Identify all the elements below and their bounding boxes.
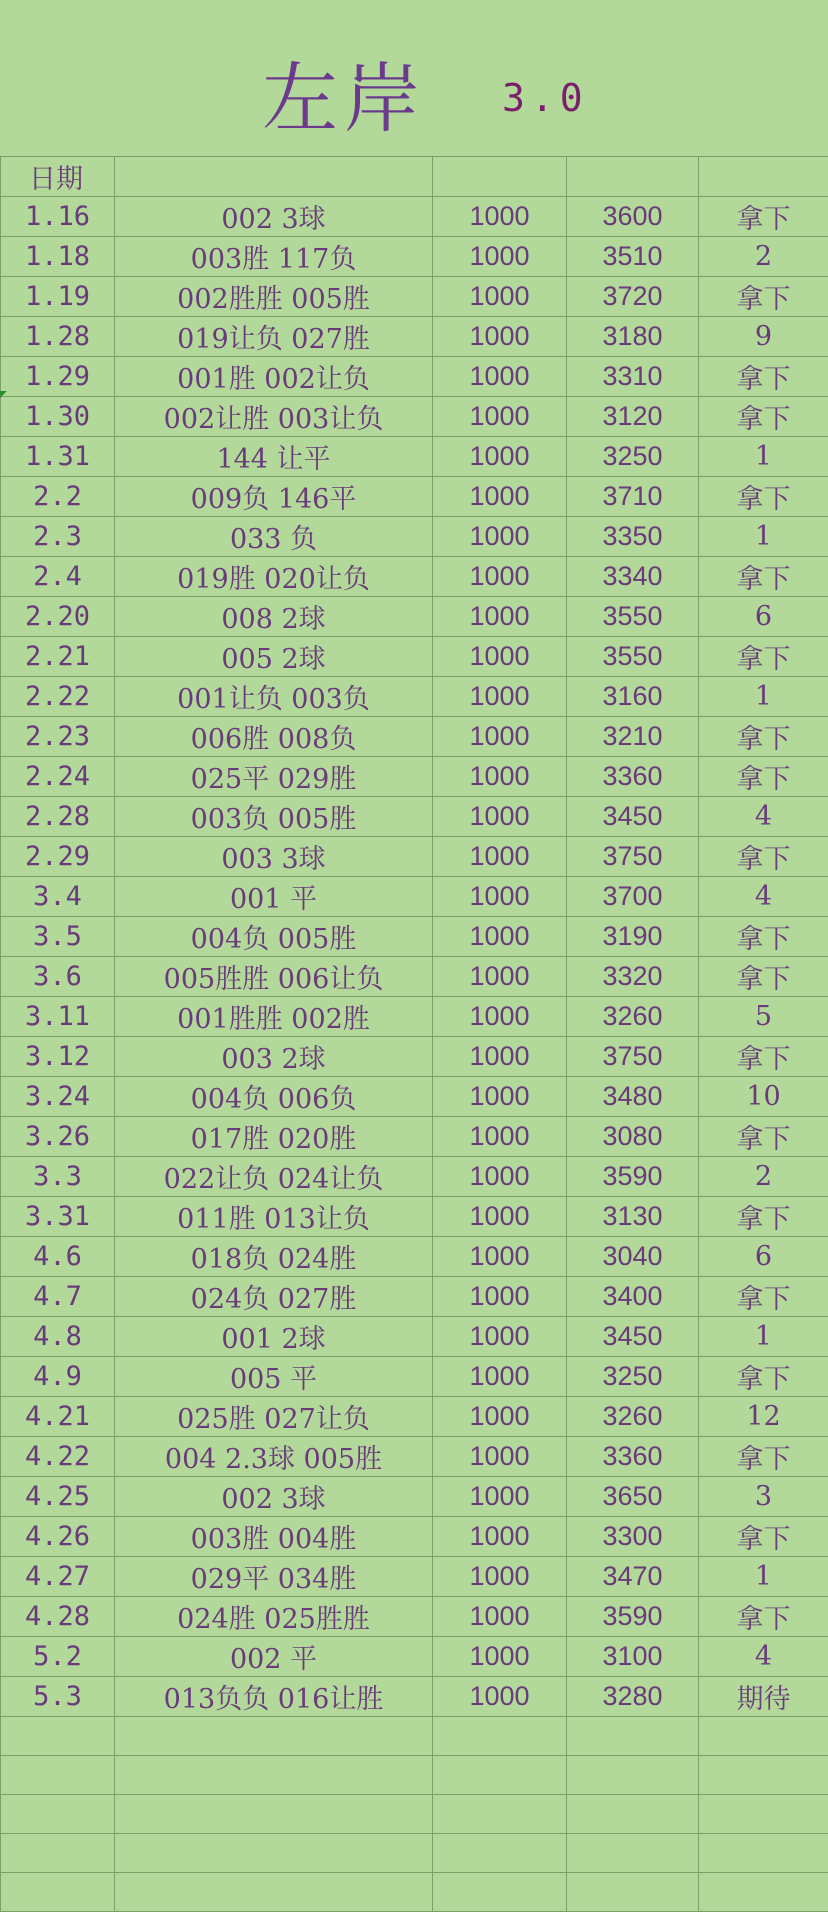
return-cell[interactable]: 3710 <box>567 477 699 517</box>
return-cell[interactable]: 3360 <box>567 757 699 797</box>
return-cell[interactable]: 3300 <box>567 1517 699 1557</box>
stake-cell[interactable]: 1000 <box>433 1557 567 1597</box>
result-cell[interactable]: 1 <box>699 437 828 477</box>
table-row <box>1 717 828 757</box>
return-cell[interactable]: 3550 <box>567 597 699 637</box>
date-cell[interactable]: 3.4 <box>1 877 115 917</box>
table-row <box>1 557 828 597</box>
table-row <box>1 517 828 557</box>
table-row <box>1 957 828 997</box>
pick-cell[interactable]: 003胜 004胜 <box>115 1517 433 1557</box>
date-cell[interactable]: 2.22 <box>1 677 115 717</box>
empty-cell[interactable] <box>433 1756 567 1795</box>
empty-cell[interactable] <box>699 1873 828 1912</box>
header-row <box>1 157 828 197</box>
table-row <box>1 1677 828 1717</box>
result-cell[interactable]: 4 <box>699 1637 828 1677</box>
date-cell[interactable]: 2.20 <box>1 597 115 637</box>
result-cell[interactable]: 拿下 <box>699 477 828 517</box>
return-cell[interactable]: 3350 <box>567 517 699 557</box>
return-cell[interactable]: 3310 <box>567 357 699 397</box>
table-row <box>1 757 828 797</box>
stake-cell[interactable]: 1000 <box>433 1437 567 1477</box>
return-cell[interactable]: 3250 <box>567 437 699 477</box>
stake-cell[interactable]: 1000 <box>433 597 567 637</box>
stake-cell[interactable]: 1000 <box>433 1317 567 1357</box>
pick-cell[interactable]: 033 负 <box>115 517 433 557</box>
table-row <box>1 317 828 357</box>
result-cell[interactable]: 1 <box>699 1557 828 1597</box>
result-cell[interactable]: 1 <box>699 677 828 717</box>
return-cell[interactable]: 3210 <box>567 717 699 757</box>
stake-cell[interactable]: 1000 <box>433 1277 567 1317</box>
date-cell[interactable]: 3.24 <box>1 1077 115 1117</box>
empty-cell[interactable] <box>567 1717 699 1756</box>
empty-row <box>1 1834 828 1873</box>
return-cell[interactable]: 3250 <box>567 1357 699 1397</box>
return-cell[interactable]: 3450 <box>567 1317 699 1357</box>
pick-cell[interactable]: 029平 034胜 <box>115 1557 433 1597</box>
version-label: 3.0 <box>502 76 589 120</box>
result-cell[interactable]: 拿下 <box>699 757 828 797</box>
table-row <box>1 237 828 277</box>
table-row <box>1 917 828 957</box>
stake-cell[interactable]: 1000 <box>433 317 567 357</box>
cell-comment-marker <box>0 391 7 398</box>
stake-cell[interactable]: 1000 <box>433 1077 567 1117</box>
return-cell[interactable]: 3750 <box>567 837 699 877</box>
empty-cell[interactable] <box>567 1873 699 1912</box>
stake-cell[interactable]: 1000 <box>433 1117 567 1157</box>
return-cell[interactable]: 3130 <box>567 1197 699 1237</box>
pick-cell[interactable]: 022让负 024让负 <box>115 1157 433 1197</box>
result-cell[interactable]: 10 <box>699 1077 828 1117</box>
date-cell[interactable]: 2.28 <box>1 797 115 837</box>
date-cell[interactable]: 1.30 <box>1 397 115 437</box>
stake-cell[interactable]: 1000 <box>433 1477 567 1517</box>
table-row <box>1 477 828 517</box>
stake-cell[interactable]: 1000 <box>433 797 567 837</box>
return-cell[interactable]: 3590 <box>567 1597 699 1637</box>
pick-cell[interactable]: 001胜胜 002胜 <box>115 997 433 1037</box>
date-cell[interactable]: 2.4 <box>1 557 115 597</box>
table-row <box>1 1357 828 1397</box>
table-row <box>1 1197 828 1237</box>
pick-cell[interactable]: 002 平 <box>115 1637 433 1677</box>
record-table <box>0 156 828 1912</box>
result-cell[interactable]: 拿下 <box>699 1197 828 1237</box>
result-cell[interactable]: 拿下 <box>699 957 828 997</box>
return-cell[interactable]: 3340 <box>567 557 699 597</box>
result-cell[interactable]: 2 <box>699 237 828 277</box>
result-cell[interactable]: 拿下 <box>699 1277 828 1317</box>
table-row <box>1 1037 828 1077</box>
date-cell[interactable]: 1.18 <box>1 237 115 277</box>
result-cell[interactable]: 拿下 <box>699 557 828 597</box>
result-cell[interactable]: 拿下 <box>699 197 828 237</box>
stake-cell[interactable]: 1000 <box>433 557 567 597</box>
table-row <box>1 1437 828 1477</box>
stake-cell[interactable]: 1000 <box>433 757 567 797</box>
result-cell[interactable]: 拿下 <box>699 1037 828 1077</box>
pick-cell[interactable]: 017胜 020胜 <box>115 1117 433 1157</box>
date-cell[interactable]: 4.28 <box>1 1597 115 1637</box>
pick-cell[interactable]: 001胜 002让负 <box>115 357 433 397</box>
empty-cell[interactable] <box>699 1756 828 1795</box>
result-cell[interactable]: 拿下 <box>699 1357 828 1397</box>
pick-cell[interactable]: 001 2球 <box>115 1317 433 1357</box>
empty-cell[interactable] <box>115 1795 433 1834</box>
date-cell[interactable]: 4.7 <box>1 1277 115 1317</box>
empty-cell[interactable] <box>433 1834 567 1873</box>
return-cell[interactable]: 3190 <box>567 917 699 957</box>
date-cell[interactable]: 5.2 <box>1 1637 115 1677</box>
stake-cell[interactable]: 1000 <box>433 957 567 997</box>
table-row <box>1 1277 828 1317</box>
pick-cell[interactable]: 002 3球 <box>115 1477 433 1517</box>
pick-cell[interactable]: 003 3球 <box>115 837 433 877</box>
return-cell[interactable]: 3400 <box>567 1277 699 1317</box>
date-cell[interactable]: 3.5 <box>1 917 115 957</box>
result-cell[interactable]: 拿下 <box>699 1517 828 1557</box>
return-cell[interactable]: 3650 <box>567 1477 699 1517</box>
result-cell[interactable]: 拿下 <box>699 277 828 317</box>
date-cell[interactable]: 5.3 <box>1 1677 115 1717</box>
pick-cell[interactable]: 024负 027胜 <box>115 1277 433 1317</box>
date-cell[interactable]: 4.6 <box>1 1237 115 1277</box>
result-cell[interactable]: 拿下 <box>699 397 828 437</box>
pick-cell[interactable]: 001 平 <box>115 877 433 917</box>
table-row <box>1 1237 828 1277</box>
date-cell[interactable]: 3.26 <box>1 1117 115 1157</box>
return-cell[interactable]: 3360 <box>567 1437 699 1477</box>
date-cell[interactable]: 1.28 <box>1 317 115 357</box>
date-cell[interactable]: 4.8 <box>1 1317 115 1357</box>
pick-cell[interactable]: 005 平 <box>115 1357 433 1397</box>
date-cell[interactable]: 3.3 <box>1 1157 115 1197</box>
result-cell[interactable]: 4 <box>699 797 828 837</box>
return-cell[interactable]: 3320 <box>567 957 699 997</box>
date-cell[interactable]: 4.22 <box>1 1437 115 1477</box>
header-cell[interactable] <box>567 157 699 197</box>
date-cell[interactable]: 2.23 <box>1 717 115 757</box>
empty-cell[interactable] <box>433 1717 567 1756</box>
date-cell[interactable]: 3.6 <box>1 957 115 997</box>
empty-cell[interactable] <box>115 1873 433 1912</box>
table-row <box>1 1517 828 1557</box>
date-cell[interactable]: 4.9 <box>1 1357 115 1397</box>
return-cell[interactable]: 3040 <box>567 1237 699 1277</box>
table-row <box>1 1397 828 1437</box>
date-cell[interactable]: 2.2 <box>1 477 115 517</box>
page-title: 左岸 <box>262 38 426 147</box>
stake-cell[interactable]: 1000 <box>433 1197 567 1237</box>
stake-cell[interactable]: 1000 <box>433 1597 567 1637</box>
pick-cell[interactable]: 006胜 008负 <box>115 717 433 757</box>
stake-cell[interactable]: 1000 <box>433 1037 567 1077</box>
header-cell[interactable] <box>433 157 567 197</box>
date-cell[interactable]: 2.21 <box>1 637 115 677</box>
return-cell[interactable]: 3590 <box>567 1157 699 1197</box>
pick-cell[interactable]: 025胜 027让负 <box>115 1397 433 1437</box>
return-cell[interactable]: 3720 <box>567 277 699 317</box>
stake-cell[interactable]: 1000 <box>433 1637 567 1677</box>
pick-cell[interactable]: 019胜 020让负 <box>115 557 433 597</box>
empty-cell[interactable] <box>433 1795 567 1834</box>
stake-cell[interactable]: 1000 <box>433 877 567 917</box>
table-row <box>1 677 828 717</box>
header-cell[interactable] <box>699 157 828 197</box>
empty-cell[interactable] <box>699 1795 828 1834</box>
pick-cell[interactable]: 004负 005胜 <box>115 917 433 957</box>
date-cell[interactable]: 1.19 <box>1 277 115 317</box>
result-cell[interactable]: 1 <box>699 517 828 557</box>
empty-row <box>1 1756 828 1795</box>
date-cell[interactable]: 2.24 <box>1 757 115 797</box>
table-row <box>1 597 828 637</box>
table-row <box>1 277 828 317</box>
result-cell[interactable]: 6 <box>699 597 828 637</box>
return-cell[interactable]: 3120 <box>567 397 699 437</box>
stake-cell[interactable]: 1000 <box>433 517 567 557</box>
title-banner <box>0 0 828 157</box>
date-cell[interactable]: 2.29 <box>1 837 115 877</box>
date-cell[interactable]: 1.31 <box>1 437 115 477</box>
date-cell[interactable]: 1.29 <box>1 357 115 397</box>
pick-cell[interactable]: 013负负 016让胜 <box>115 1677 433 1717</box>
table-row <box>1 397 828 437</box>
table-row <box>1 1477 828 1517</box>
stake-cell[interactable]: 1000 <box>433 1357 567 1397</box>
result-cell[interactable]: 拿下 <box>699 1437 828 1477</box>
date-cell[interactable]: 2.3 <box>1 517 115 557</box>
date-cell[interactable]: 3.11 <box>1 997 115 1037</box>
pick-cell[interactable]: 004负 006负 <box>115 1077 433 1117</box>
table-row <box>1 837 828 877</box>
stake-cell[interactable]: 1000 <box>433 237 567 277</box>
pick-cell[interactable]: 011胜 013让负 <box>115 1197 433 1237</box>
pick-cell[interactable]: 008 2球 <box>115 597 433 637</box>
return-cell[interactable]: 3700 <box>567 877 699 917</box>
header-cell-date[interactable]: 日期 <box>1 157 115 197</box>
table-row <box>1 637 828 677</box>
stake-cell[interactable]: 1000 <box>433 917 567 957</box>
date-cell[interactable]: 3.31 <box>1 1197 115 1237</box>
empty-cell[interactable] <box>699 1717 828 1756</box>
table-row <box>1 1077 828 1117</box>
stake-cell[interactable]: 1000 <box>433 437 567 477</box>
pick-cell[interactable]: 025平 029胜 <box>115 757 433 797</box>
empty-cell[interactable] <box>1 1873 115 1912</box>
pick-cell[interactable]: 144 让平 <box>115 437 433 477</box>
pick-cell[interactable]: 024胜 025胜胜 <box>115 1597 433 1637</box>
empty-row <box>1 1717 828 1756</box>
empty-cell[interactable] <box>115 1717 433 1756</box>
empty-cell[interactable] <box>567 1834 699 1873</box>
empty-cell[interactable] <box>1 1834 115 1873</box>
result-cell[interactable]: 12 <box>699 1397 828 1437</box>
return-cell[interactable]: 3510 <box>567 237 699 277</box>
date-cell[interactable]: 1.16 <box>1 197 115 237</box>
return-cell[interactable]: 3260 <box>567 1397 699 1437</box>
empty-cell[interactable] <box>567 1795 699 1834</box>
empty-cell[interactable] <box>699 1834 828 1873</box>
table-row <box>1 357 828 397</box>
table-row <box>1 797 828 837</box>
result-cell[interactable]: 2 <box>699 1157 828 1197</box>
stake-cell[interactable]: 1000 <box>433 837 567 877</box>
empty-cell[interactable] <box>1 1717 115 1756</box>
pick-cell[interactable]: 004 2.3球 005胜 <box>115 1437 433 1477</box>
return-cell[interactable]: 3080 <box>567 1117 699 1157</box>
stake-cell[interactable]: 1000 <box>433 717 567 757</box>
pick-cell[interactable]: 001让负 003负 <box>115 677 433 717</box>
result-cell[interactable]: 4 <box>699 877 828 917</box>
empty-cell[interactable] <box>433 1873 567 1912</box>
table-row <box>1 997 828 1037</box>
pick-cell[interactable]: 002让胜 003让负 <box>115 397 433 437</box>
empty-row <box>1 1873 828 1912</box>
empty-cell[interactable] <box>115 1756 433 1795</box>
return-cell[interactable]: 3280 <box>567 1677 699 1717</box>
date-cell[interactable]: 4.25 <box>1 1477 115 1517</box>
pick-cell[interactable]: 018负 024胜 <box>115 1237 433 1277</box>
pick-cell[interactable]: 002 3球 <box>115 197 433 237</box>
empty-cell[interactable] <box>115 1834 433 1873</box>
result-cell[interactable]: 拿下 <box>699 717 828 757</box>
stake-cell[interactable]: 1000 <box>433 1677 567 1717</box>
table-row <box>1 1637 828 1677</box>
return-cell[interactable]: 3160 <box>567 677 699 717</box>
date-cell[interactable]: 4.27 <box>1 1557 115 1597</box>
return-cell[interactable]: 3550 <box>567 637 699 677</box>
return-cell[interactable]: 3260 <box>567 997 699 1037</box>
pick-cell[interactable]: 005 2球 <box>115 637 433 677</box>
stake-cell[interactable]: 1000 <box>433 1517 567 1557</box>
header-cell[interactable] <box>115 157 433 197</box>
date-cell[interactable]: 4.21 <box>1 1397 115 1437</box>
pick-cell[interactable]: 005胜胜 006让负 <box>115 957 433 997</box>
result-cell[interactable]: 拿下 <box>699 917 828 957</box>
stake-cell[interactable]: 1000 <box>433 357 567 397</box>
result-cell[interactable]: 拿下 <box>699 837 828 877</box>
pick-cell[interactable]: 003 2球 <box>115 1037 433 1077</box>
table-row <box>1 1597 828 1637</box>
result-cell[interactable]: 拿下 <box>699 637 828 677</box>
table-row <box>1 1117 828 1157</box>
date-cell[interactable]: 3.12 <box>1 1037 115 1077</box>
empty-cell[interactable] <box>1 1756 115 1795</box>
pick-cell[interactable]: 003胜 117负 <box>115 237 433 277</box>
result-cell[interactable]: 期待 <box>699 1677 828 1717</box>
stake-cell[interactable]: 1000 <box>433 477 567 517</box>
result-cell[interactable]: 3 <box>699 1477 828 1517</box>
result-cell[interactable]: 6 <box>699 1237 828 1277</box>
stake-cell[interactable]: 1000 <box>433 1237 567 1277</box>
stake-cell[interactable]: 1000 <box>433 997 567 1037</box>
table-row <box>1 1317 828 1357</box>
stake-cell[interactable]: 1000 <box>433 197 567 237</box>
table-row <box>1 1557 828 1597</box>
stake-cell[interactable]: 1000 <box>433 1397 567 1437</box>
result-cell[interactable]: 拿下 <box>699 357 828 397</box>
table-row <box>1 1157 828 1197</box>
stake-cell[interactable]: 1000 <box>433 637 567 677</box>
result-cell[interactable]: 9 <box>699 317 828 357</box>
result-cell[interactable]: 5 <box>699 997 828 1037</box>
stake-cell[interactable]: 1000 <box>433 277 567 317</box>
return-cell[interactable]: 3450 <box>567 797 699 837</box>
table-row <box>1 437 828 477</box>
return-cell[interactable]: 3180 <box>567 317 699 357</box>
date-cell[interactable]: 4.26 <box>1 1517 115 1557</box>
return-cell[interactable]: 3100 <box>567 1637 699 1677</box>
empty-cell[interactable] <box>567 1756 699 1795</box>
pick-cell[interactable]: 003负 005胜 <box>115 797 433 837</box>
stake-cell[interactable]: 1000 <box>433 677 567 717</box>
stake-cell[interactable]: 1000 <box>433 397 567 437</box>
empty-cell[interactable] <box>1 1795 115 1834</box>
result-cell[interactable]: 1 <box>699 1317 828 1357</box>
pick-cell[interactable]: 019让负 027胜 <box>115 317 433 357</box>
return-cell[interactable]: 3750 <box>567 1037 699 1077</box>
result-cell[interactable]: 拿下 <box>699 1117 828 1157</box>
return-cell[interactable]: 3480 <box>567 1077 699 1117</box>
table-row <box>1 197 828 237</box>
table-row <box>1 877 828 917</box>
result-cell[interactable]: 拿下 <box>699 1597 828 1637</box>
return-cell[interactable]: 3600 <box>567 197 699 237</box>
empty-row <box>1 1795 828 1834</box>
stake-cell[interactable]: 1000 <box>433 1157 567 1197</box>
pick-cell[interactable]: 009负 146平 <box>115 477 433 517</box>
pick-cell[interactable]: 002胜胜 005胜 <box>115 277 433 317</box>
return-cell[interactable]: 3470 <box>567 1557 699 1597</box>
